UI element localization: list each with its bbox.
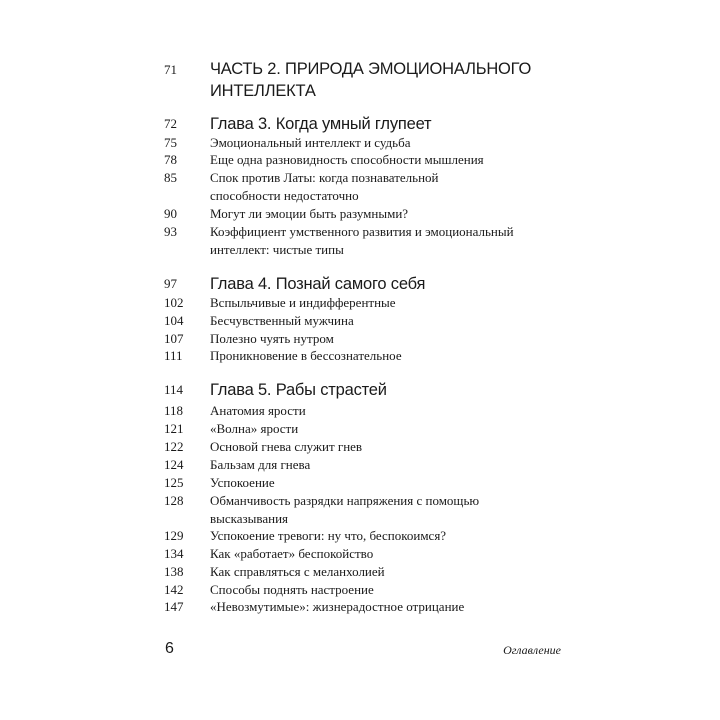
entry-page-number: 122 — [164, 439, 184, 454]
entry-page-number: 142 — [164, 582, 184, 597]
entry-title: Успокоение тревоги: ну что, беспокоимся? — [210, 528, 447, 543]
entry-page-number: 78 — [164, 152, 177, 167]
entry-title: Проникновение в бессознательное — [210, 348, 402, 363]
entry-title: Обманчивость разрядки напряжения с помощью высказывания — [210, 493, 480, 526]
chapter-page-number: 72 — [164, 116, 177, 131]
entry-page-number: 125 — [164, 475, 184, 490]
entry-title: Бесчувственный мужчина — [210, 313, 354, 328]
entry-title: «Волна» ярости — [210, 421, 299, 436]
entry-title: Спок против Латы: когда познавательной способности недостаточно — [210, 170, 439, 203]
chapter-page-number: 114 — [164, 382, 184, 397]
page-number: 6 — [165, 640, 174, 657]
entry-title: Вспыльчивые и индифферентные — [210, 295, 396, 310]
entry-title: Основой гнева служит гнев — [210, 439, 363, 454]
chapter-page-number: 97 — [164, 276, 177, 291]
entry-title: Могут ли эмоции быть разумными? — [210, 206, 409, 221]
entry-page-number: 85 — [164, 170, 177, 185]
part-page-number: 71 — [164, 62, 177, 77]
chapter-title: Глава 3. Когда умный глупеет — [210, 115, 432, 133]
entry-title: Эмоциональный интеллект и судьба — [210, 135, 411, 150]
running-footer-label: Оглавление — [503, 643, 561, 657]
entry-title: Как «работает» беспокойство — [210, 546, 374, 561]
entry-page-number: 107 — [164, 331, 184, 346]
part-title: ЧАСТЬ 2. ПРИРОДА ЭМОЦИОНАЛЬНОГО ИНТЕЛЛЕКТА — [210, 60, 532, 100]
entry-title: Анатомия ярости — [210, 403, 306, 418]
entry-title: Коэффициент умственного развития и эмоциональный интеллект: чистые типы — [210, 224, 514, 257]
entry-title: Способы поднять настроение — [210, 582, 374, 597]
entry-title: Еще одна разновидность способности мышления — [210, 152, 484, 167]
entry-page-number: 118 — [164, 403, 184, 418]
entry-page-number: 121 — [164, 421, 184, 436]
entry-page-number: 124 — [164, 457, 184, 472]
entry-page-number: 129 — [164, 528, 184, 543]
entry-title: «Невозмутимые»: жизнерадостное отрицание — [210, 599, 465, 614]
entry-title: Полезно чуять нутром — [210, 331, 334, 346]
entry-page-number: 128 — [164, 493, 184, 508]
chapter-title: Глава 5. Рабы страстей — [210, 381, 387, 399]
entry-title: Успокоение — [210, 475, 275, 490]
entry-page-number: 134 — [164, 546, 184, 561]
entry-title: Бальзам для гнева — [210, 457, 311, 472]
entry-title: Как справляться с меланхолией — [210, 564, 385, 579]
chapter-title: Глава 4. Познай самого себя — [210, 275, 426, 293]
entry-page-number: 104 — [164, 313, 184, 328]
entry-page-number: 102 — [164, 295, 184, 310]
entry-page-number: 147 — [164, 599, 184, 614]
entry-page-number: 90 — [164, 206, 177, 221]
entry-page-number: 111 — [164, 348, 183, 363]
entry-page-number: 93 — [164, 224, 177, 239]
entry-page-number: 75 — [164, 135, 177, 150]
entry-page-number: 138 — [164, 564, 184, 579]
